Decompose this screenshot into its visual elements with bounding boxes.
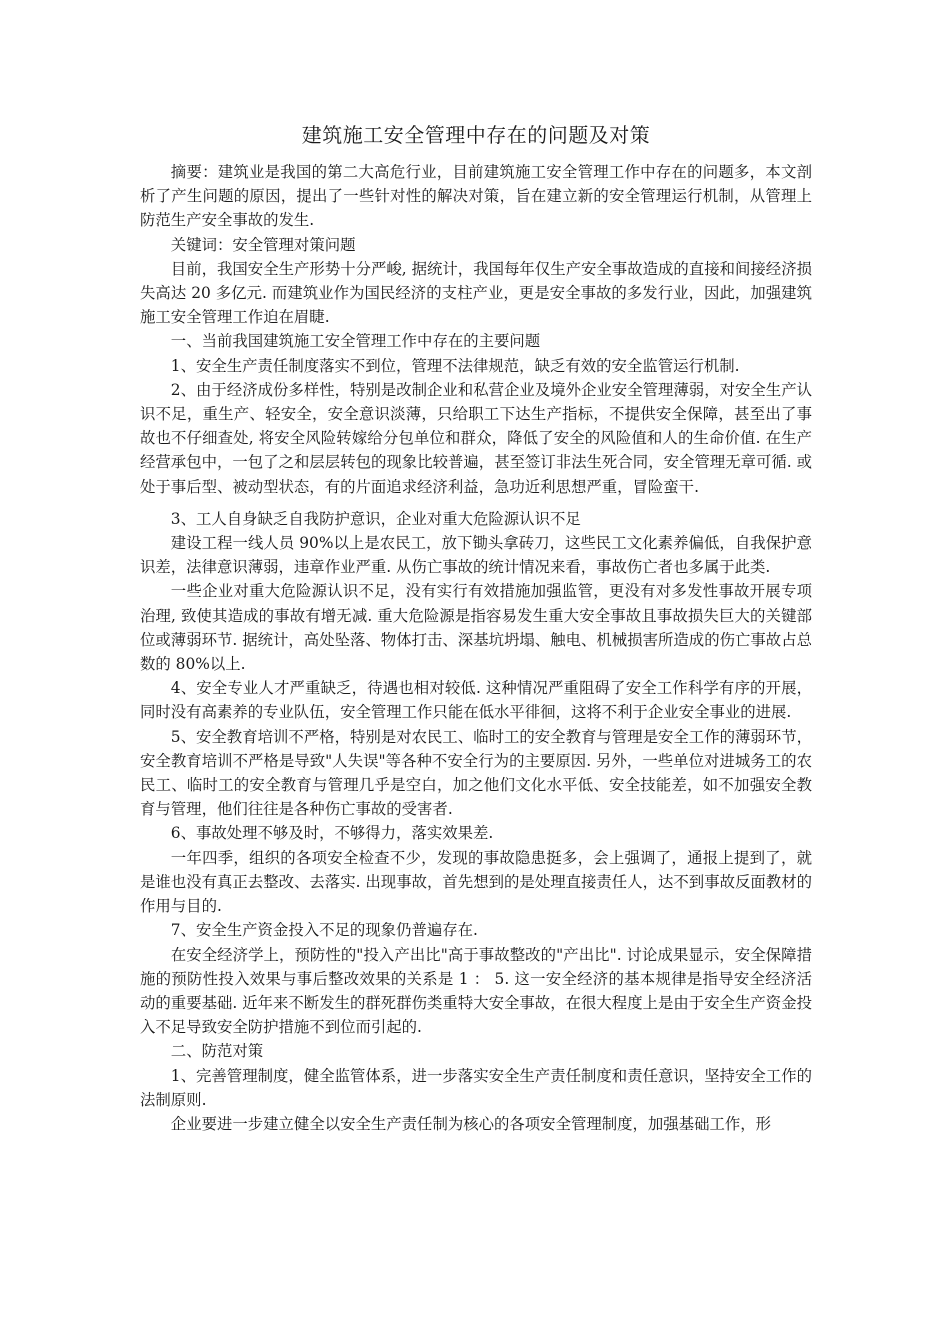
problem-item-7: 7、安全生产资金投入不足的现象仍普遍存在.	[170, 921, 478, 940]
problem-item-6: 6、事故处理不够及时，不够得力，落实效果差.	[170, 824, 494, 843]
problem-item-1: 1、安全生产责任制度落实不到位，管理不法律规范，缺乏有效的安全监管运行机制.	[170, 356, 740, 375]
document-body	[140, 120, 812, 1136]
problem-item-3: 3、工人自身缺乏自我防护意识，企业对重大危险源认识不足	[170, 509, 581, 528]
section-heading-countermeasures: 二、防范对策	[170, 1042, 264, 1061]
keywords-paragraph: 关键词：安全管理对策问题	[170, 235, 356, 254]
problem-item-4: 4、安全专业人才严重缺乏，待遇也相对较低. 这种情况严重阻碍了安全工作科学有序的开展，同时没有高素养的专业队伍，安全管理工作只能在低水平徘徊，这将不利于企业安全事业的进展.	[140, 679, 812, 722]
intro-paragraph: 目前，我国安全生产形势十分严峻, 据统计，我国每年仅生产安全事故造成的直接和间接经济损失高达 20 多亿元. 而建筑业作为国民经济的支柱产业，更是安全事故的多发行业，因此，加强建筑施工安全管理工作迫在眉睫.	[140, 259, 812, 327]
document-title: 建筑施工安全管理中存在的问题及对策	[301, 123, 651, 147]
problem-item-5: 5、安全教育培训不严格，特别是对农民工、临时工的安全教育与管理是安全工作的薄弱环节，安全教育培训不严格是导致"人失误"等各种不安全行为的主要原因. 另外，一些单位对进城务工的农民工、临时工的安全教育与管理几乎是空白，加之他们文化水平低、安全技能差，如不加强安全教育与管理，他们往往是各种伤亡事故的受害者.	[140, 727, 812, 819]
body-paragraph: 企业要进一步建立健全以安全生产责任制为核心的各项安全管理制度，加强基础工作，形	[170, 1114, 772, 1133]
body-paragraph: 一年四季，组织的各项安全检查不少，发现的事故隐患挺多，会上强调了，通报上提到了，就是谁也没有真正去整改、去落实. 出现事故，首先想到的是处理直接责任人，达不到事故反面教材的作用与目的.	[140, 848, 812, 916]
section-heading-problems: 一、当前我国建筑施工安全管理工作中存在的主要问题	[170, 332, 541, 351]
problem-item-2: 2、由于经济成份多样性，特别是改制企业和私营企业及境外企业安全管理薄弱，对安全生产认识不足，重生产、轻安全，安全意识淡薄，只给职工下达生产指标，不提供安全保障，甚至出了事故也不仔细查处, 将安全风险转嫁给分包单位和群众，降低了安全的风险值和人的生命价值. 在生产经营承包中，一包了之和层层转包的现象比较普遍，甚至签订非法生死合同，安全管理无章可循. 或处于事后型、被动型状态，有的片面追求经济利益，急功近利思想严重，冒险蛮干.	[140, 380, 812, 496]
body-paragraph: 建设工程一线人员 90%以上是农民工，放下锄头拿砖刀，这些民工文化素养偏低，自我保护意识差，法律意识薄弱，违章作业严重. 从伤亡事故的统计情况来看，事故伤亡者也多属于此类.	[140, 534, 812, 577]
abstract-paragraph: 摘要：建筑业是我国的第二大高危行业，目前建筑施工安全管理工作中存在的问题多，本文剖析了产生问题的原因，提出了一些针对性的解决对策，旨在建立新的安全管理运行机制，从管理上防范生产安全事故的发生.	[140, 163, 812, 230]
countermeasure-item-1: 1、完善管理制度，健全监管体系，进一步落实安全生产责任制度和责任意识，坚持安全工作的法制原则.	[140, 1066, 812, 1109]
body-paragraph: 一些企业对重大危险源认识不足，没有实行有效措施加强监管，更没有对多发性事故开展专项治理, 致使其造成的事故有增无减. 重大危险源是指容易发生重大安全事故且事故损失巨大的关键部位或薄弱环节. 据统计，高处坠落、物体打击、深基坑坍塌、触电、机械损害所造成的伤亡事故占总数的 80%以上.	[140, 582, 812, 674]
body-paragraph: 在安全经济学上，预防性的"投入产出比"高于事故整改的"产出比". 讨论成果显示，安全保障措施的预防性投入效果与事后整改效果的关系是 1 ： 5. 这一安全经济的基本规律是指导安全经济活动的重要基础. 近年来不断发生的群死群伤类重特大安全事故，在很大程度上是由于安全生产资金投入不足导致安全防护措施不到位而引起的.	[140, 945, 812, 1037]
